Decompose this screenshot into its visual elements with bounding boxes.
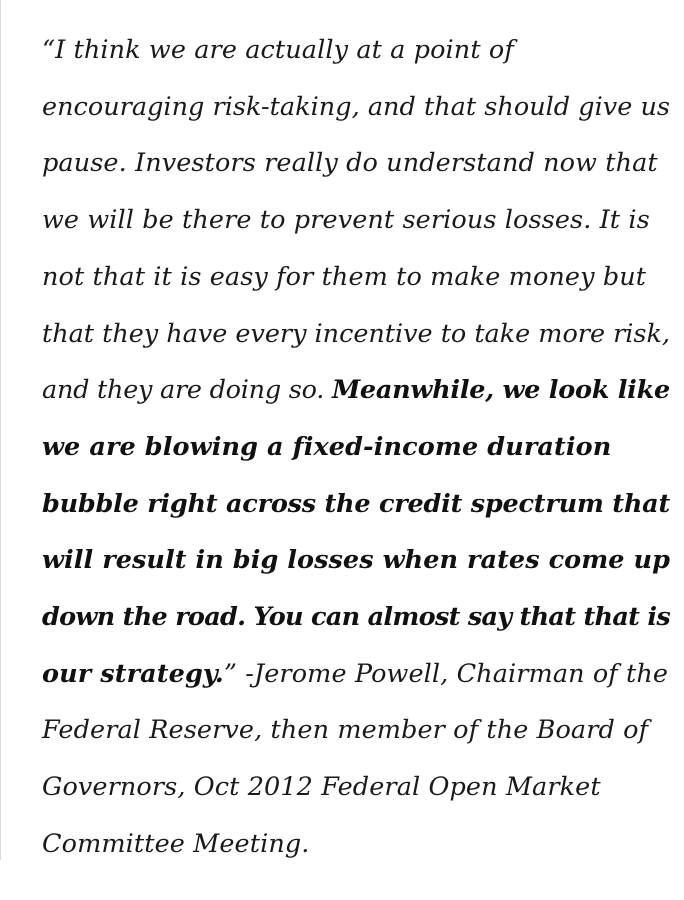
quote-line (42, 532, 670, 589)
quote-line (42, 589, 670, 646)
quote-line (42, 362, 670, 419)
quote-text: not that it is easy for them to make money but (42, 261, 647, 292)
quote-emphasis-text: will result in big losses when rates come up (42, 545, 670, 576)
quote-line (42, 192, 662, 249)
quote-emphasis-text: down the road. You can almost say that that is (42, 602, 670, 633)
quote-text: and they are doing so. (42, 375, 332, 406)
quote-text: that they have every incentive to take more risk, (42, 318, 670, 349)
quote-emphasis-text: our strategy. (42, 658, 224, 689)
quote-line (42, 646, 669, 703)
quote-text: pause. Investors really do understand now that (42, 148, 658, 179)
quote-text: we will be there to prevent serious losses. It is (42, 205, 650, 236)
quote-emphasis-text: we are blowing a fixed-income duration (42, 431, 612, 462)
quote-line (42, 476, 670, 533)
attribution-text: Committee Meeting. (42, 828, 310, 859)
powell-quote (42, 22, 670, 873)
attribution-text: Governors, Oct 2012 Federal Open Market (42, 772, 601, 803)
quote-line (42, 79, 670, 136)
attribution-text: ” -Jerome Powell, Chairman of the (223, 658, 669, 689)
quote-line (42, 135, 662, 192)
quote-line (42, 419, 662, 476)
left-border-rule (0, 0, 1, 860)
quote-text: encouraging risk-taking, and that should give us (42, 91, 670, 122)
quote-text: “I think we are actually at a point of (42, 35, 514, 65)
quote-line (42, 306, 670, 363)
quote-line (42, 759, 662, 816)
quote-emphasis-text: Meanwhile, we look like (331, 375, 670, 406)
quote-line (42, 249, 662, 306)
quote-line (42, 702, 662, 759)
attribution-text: Federal Reserve, then member of the Board of (42, 715, 649, 746)
quote-line (42, 22, 662, 79)
quote-line (42, 816, 662, 873)
quote-emphasis-text: bubble right across the credit spectrum that (42, 488, 670, 519)
